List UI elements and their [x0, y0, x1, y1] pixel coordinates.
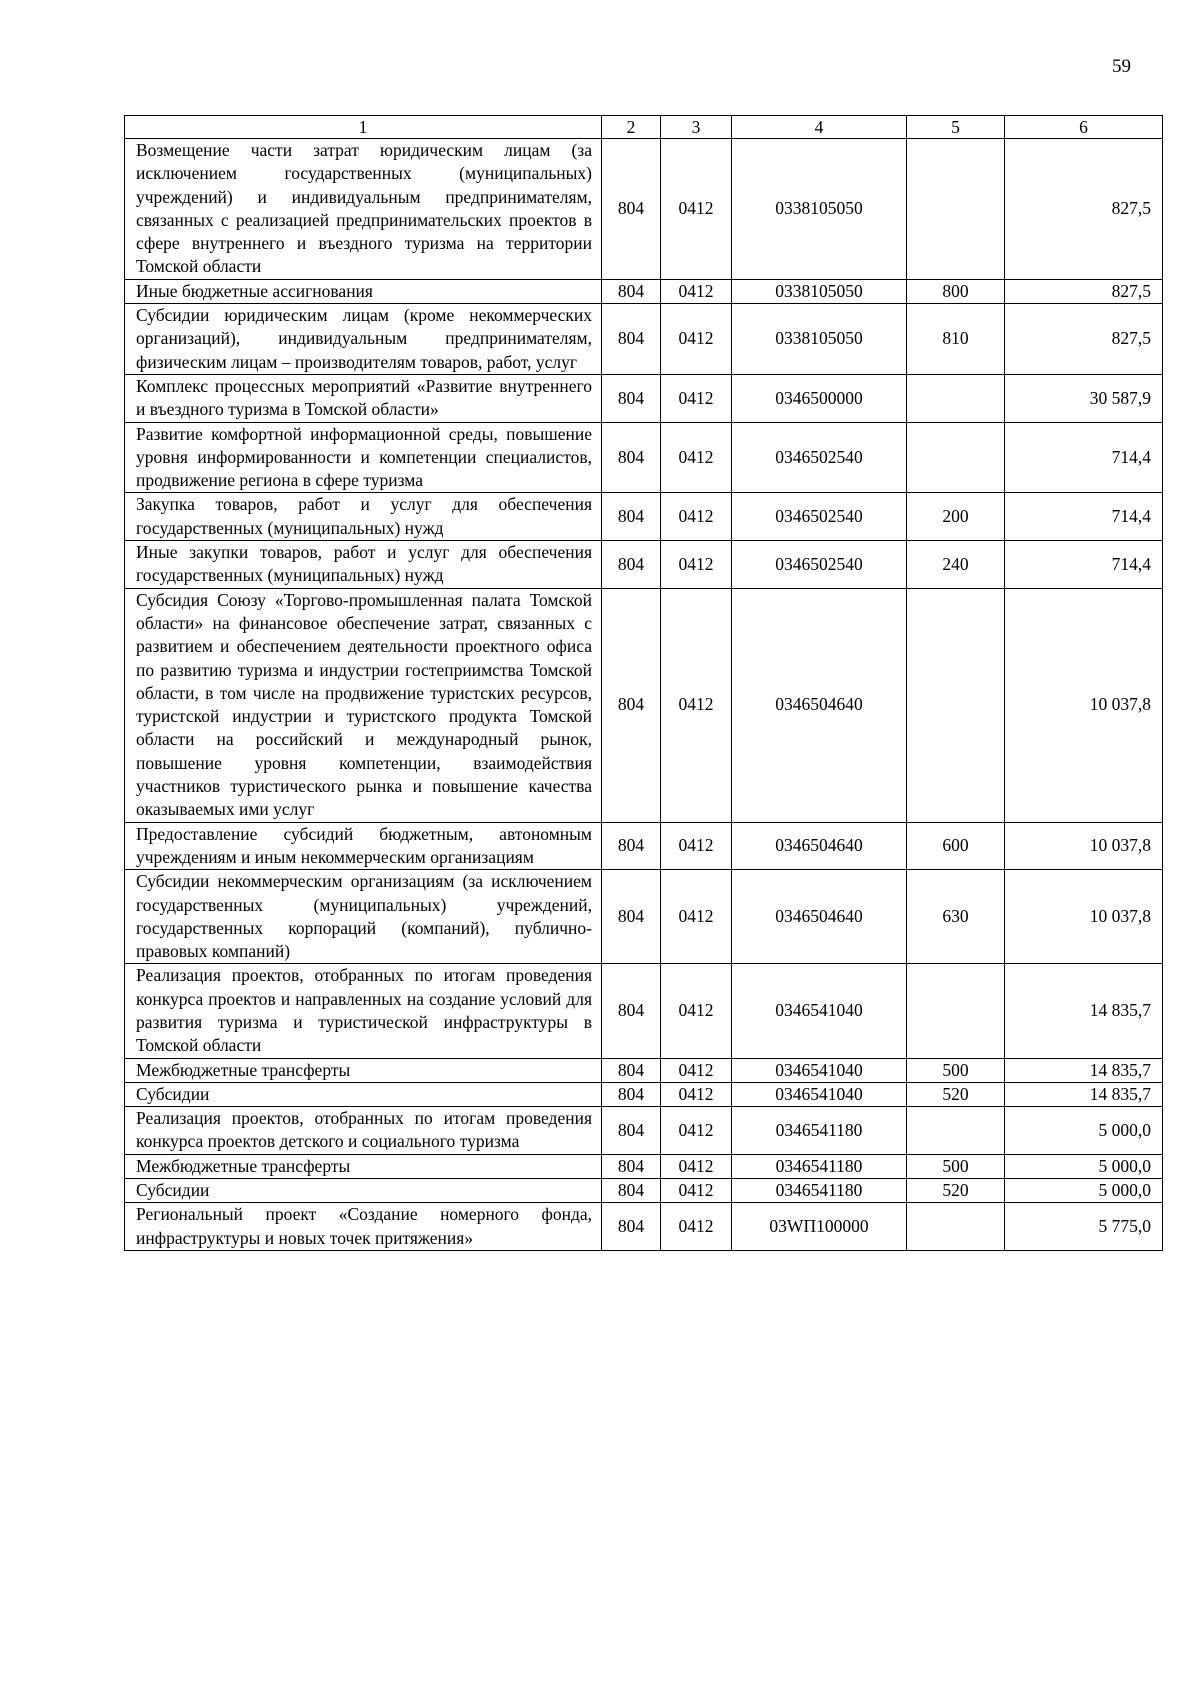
row-amount: 827,5 — [1005, 304, 1163, 375]
row-target-article: 0346502540 — [732, 422, 907, 493]
row-section-code: 0412 — [661, 964, 732, 1058]
row-expense-type: 240 — [907, 541, 1005, 589]
row-amount: 30 587,9 — [1005, 374, 1163, 422]
row-expense-type: 520 — [907, 1179, 1005, 1203]
row-ministry-code: 804 — [602, 1179, 661, 1203]
row-amount: 5 000,0 — [1005, 1107, 1163, 1155]
row-expense-type: 500 — [907, 1154, 1005, 1178]
row-description: Развитие комфортной информационной среды, повышение уровня информированности и компетенции специалистов, продвижение региона в сфере туризма — [125, 422, 602, 493]
header-col-6: 6 — [1005, 116, 1163, 139]
row-description: Иные закупки товаров, работ и услуг для обеспечения государственных (муниципальных) нужд — [125, 541, 602, 589]
row-ministry-code: 804 — [602, 822, 661, 870]
table-row — [125, 422, 1163, 493]
row-amount: 827,5 — [1005, 139, 1163, 280]
row-section-code: 0412 — [661, 870, 732, 964]
header-row — [125, 116, 1163, 139]
table-row — [125, 541, 1163, 589]
row-target-article: 0338105050 — [732, 304, 907, 375]
row-expense-type: 200 — [907, 493, 1005, 541]
row-expense-type — [907, 964, 1005, 1058]
row-expense-type — [907, 588, 1005, 822]
row-amount: 5 000,0 — [1005, 1179, 1163, 1203]
row-amount: 10 037,8 — [1005, 822, 1163, 870]
row-description: Закупка товаров, работ и услуг для обеспечения государственных (муниципальных) нужд — [125, 493, 602, 541]
row-description: Иные бюджетные ассигнования — [125, 279, 602, 303]
row-target-article: 03WП100000 — [732, 1203, 907, 1251]
row-expense-type: 800 — [907, 279, 1005, 303]
row-ministry-code: 804 — [602, 139, 661, 280]
row-section-code: 0412 — [661, 1179, 732, 1203]
row-amount: 5 775,0 — [1005, 1203, 1163, 1251]
row-expense-type — [907, 374, 1005, 422]
header-col-5: 5 — [907, 116, 1005, 139]
row-ministry-code: 804 — [602, 1107, 661, 1155]
row-section-code: 0412 — [661, 139, 732, 280]
table-row — [125, 1179, 1163, 1203]
row-target-article: 0346541180 — [732, 1107, 907, 1155]
row-target-article: 0346504640 — [732, 822, 907, 870]
table-header — [125, 116, 1163, 139]
row-target-article: 0346541040 — [732, 964, 907, 1058]
row-ministry-code: 804 — [602, 588, 661, 822]
row-section-code: 0412 — [661, 1082, 732, 1106]
row-target-article: 0338105050 — [732, 139, 907, 280]
table-row — [125, 493, 1163, 541]
row-ministry-code: 804 — [602, 374, 661, 422]
table-row — [125, 964, 1163, 1058]
row-ministry-code: 804 — [602, 1203, 661, 1251]
row-ministry-code: 804 — [602, 1082, 661, 1106]
table-body — [125, 139, 1163, 1251]
row-section-code: 0412 — [661, 822, 732, 870]
row-expense-type: 520 — [907, 1082, 1005, 1106]
row-ministry-code: 804 — [602, 541, 661, 589]
table-row — [125, 1203, 1163, 1251]
row-target-article: 0346541180 — [732, 1179, 907, 1203]
row-description: Возмещение части затрат юридическим лицам (за исключением государственных (муниципальных) учреждений) и индивидуальным предпринимателям, связанных с реализацией предпринимательских проектов в сфере внутреннего и въездного туризма на территории Томской области — [125, 139, 602, 280]
table-row — [125, 279, 1163, 303]
row-amount: 14 835,7 — [1005, 1082, 1163, 1106]
table-row — [125, 588, 1163, 822]
row-amount: 714,4 — [1005, 541, 1163, 589]
row-ministry-code: 804 — [602, 964, 661, 1058]
row-description: Комплекс процессных мероприятий «Развитие внутреннего и въездного туризма в Томской области» — [125, 374, 602, 422]
row-target-article: 0346541180 — [732, 1154, 907, 1178]
table-row — [125, 870, 1163, 964]
row-section-code: 0412 — [661, 588, 732, 822]
row-amount: 14 835,7 — [1005, 1058, 1163, 1082]
row-expense-type: 500 — [907, 1058, 1005, 1082]
row-target-article: 0346502540 — [732, 493, 907, 541]
row-description: Субсидии — [125, 1179, 602, 1203]
row-description: Реализация проектов, отобранных по итогам проведения конкурса проектов и направленных на создание условий для развития туризма и туристической инфраструктуры в Томской области — [125, 964, 602, 1058]
header-col-3: 3 — [661, 116, 732, 139]
table-row — [125, 1154, 1163, 1178]
row-section-code: 0412 — [661, 1058, 732, 1082]
row-target-article: 0346541040 — [732, 1082, 907, 1106]
row-amount: 10 037,8 — [1005, 870, 1163, 964]
header-col-2: 2 — [602, 116, 661, 139]
row-amount: 714,4 — [1005, 422, 1163, 493]
row-section-code: 0412 — [661, 304, 732, 375]
row-ministry-code: 804 — [602, 1058, 661, 1082]
row-description: Субсидии некоммерческим организациям (за исключением государственных (муниципальных) учреждений, государственных корпораций (компаний), публично-правовых компаний) — [125, 870, 602, 964]
row-amount: 14 835,7 — [1005, 964, 1163, 1058]
row-description: Субсидии — [125, 1082, 602, 1106]
row-section-code: 0412 — [661, 1203, 732, 1251]
table-row — [125, 304, 1163, 375]
row-amount: 10 037,8 — [1005, 588, 1163, 822]
row-amount: 714,4 — [1005, 493, 1163, 541]
row-section-code: 0412 — [661, 541, 732, 589]
row-section-code: 0412 — [661, 374, 732, 422]
row-target-article: 0346504640 — [732, 588, 907, 822]
row-ministry-code: 804 — [602, 1154, 661, 1178]
row-description: Региональный проект «Создание номерного фонда, инфраструктуры и новых точек притяжения» — [125, 1203, 602, 1251]
row-section-code: 0412 — [661, 279, 732, 303]
row-description: Межбюджетные трансферты — [125, 1058, 602, 1082]
row-ministry-code: 804 — [602, 279, 661, 303]
row-amount: 827,5 — [1005, 279, 1163, 303]
row-expense-type — [907, 1107, 1005, 1155]
row-section-code: 0412 — [661, 422, 732, 493]
row-expense-type — [907, 422, 1005, 493]
row-description: Субсидия Союзу «Торгово-промышленная палата Томской области» на финансовое обеспечение затрат, связанных с развитием и обеспечением деятельности проектного офиса по развитию туризма и индустрии гостеприимства Томской области, в том числе на продвижение туристских ресурсов, туристской индустрии и туристского продукта Томской области на российский и международный рынок, повышение уровня компетенции, взаимодействия участников туристического рынка и повышение качества оказываемых ими услуг — [125, 588, 602, 822]
row-description: Реализация проектов, отобранных по итогам проведения конкурса проектов детского и социального туризма — [125, 1107, 602, 1155]
page-number: 59 — [1112, 56, 1131, 77]
table-row — [125, 1058, 1163, 1082]
row-expense-type: 810 — [907, 304, 1005, 375]
budget-table — [124, 115, 1163, 1251]
row-target-article: 0346500000 — [732, 374, 907, 422]
row-target-article: 0346502540 — [732, 541, 907, 589]
row-section-code: 0412 — [661, 1107, 732, 1155]
table-row — [125, 1082, 1163, 1106]
row-target-article: 0346541040 — [732, 1058, 907, 1082]
header-col-1: 1 — [125, 116, 602, 139]
row-description: Субсидии юридическим лицам (кроме некоммерческих организаций), индивидуальным предпринимателям, физическим лицам – производителям товаров, работ, услуг — [125, 304, 602, 375]
row-expense-type — [907, 139, 1005, 280]
row-ministry-code: 804 — [602, 304, 661, 375]
table-row — [125, 822, 1163, 870]
row-description: Межбюджетные трансферты — [125, 1154, 602, 1178]
row-expense-type — [907, 1203, 1005, 1251]
row-target-article: 0338105050 — [732, 279, 907, 303]
row-section-code: 0412 — [661, 493, 732, 541]
table-row — [125, 1107, 1163, 1155]
table-row — [125, 139, 1163, 280]
row-expense-type: 630 — [907, 870, 1005, 964]
row-ministry-code: 804 — [602, 870, 661, 964]
row-ministry-code: 804 — [602, 493, 661, 541]
row-ministry-code: 804 — [602, 422, 661, 493]
row-target-article: 0346504640 — [732, 870, 907, 964]
row-amount: 5 000,0 — [1005, 1154, 1163, 1178]
row-description: Предоставление субсидий бюджетным, автономным учреждениям и иным некоммерческим организациям — [125, 822, 602, 870]
row-expense-type: 600 — [907, 822, 1005, 870]
header-col-4: 4 — [732, 116, 907, 139]
row-section-code: 0412 — [661, 1154, 732, 1178]
table-row — [125, 374, 1163, 422]
